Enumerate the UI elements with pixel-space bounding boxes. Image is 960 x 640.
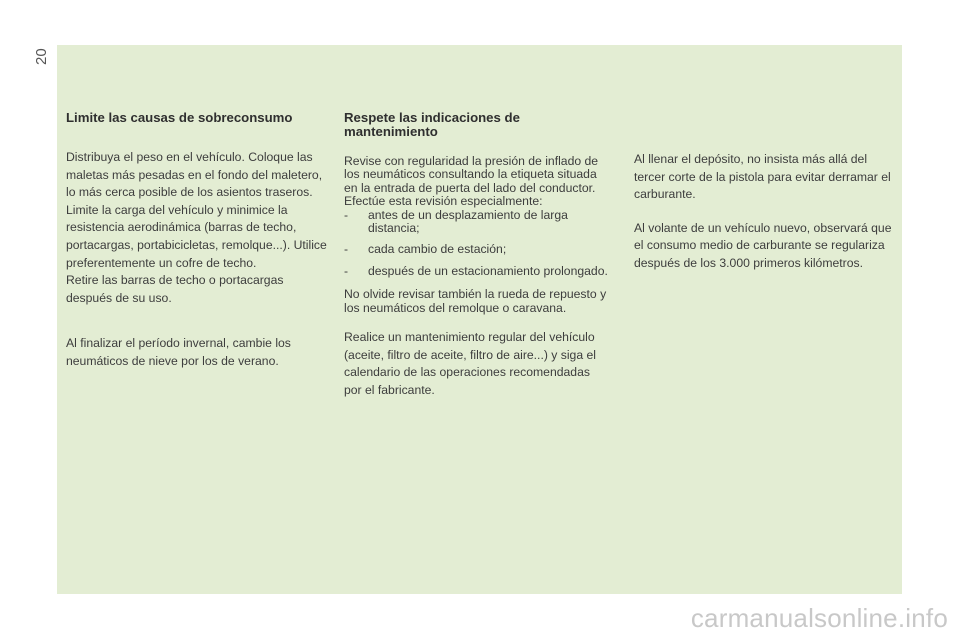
col2-paragraph-3: No olvide revisar también la rueda de repuesto y los neumáticos del remolque o caravana. [344, 287, 607, 315]
bullet-dash: - [344, 263, 349, 278]
list-item [344, 209, 610, 236]
list-item [344, 265, 610, 278]
col3-paragraph-1: Al llenar el depósito, no insista más allá del tercer corte de la pistola para evitar derramar el carburante. [634, 152, 891, 202]
bullet-dash: - [344, 242, 349, 257]
column-1 [66, 111, 328, 371]
col1-paragraph-1: Distribuya el peso en el vehículo. Coloque las maletas más pesadas en el fondo del maletero, lo más cerca posible de los asientos traseros. [66, 150, 323, 200]
list-item-text: antes de un desplazamiento de larga distancia; [368, 207, 568, 236]
col2-paragraph-1: Revise con regularidad la presión de inflado de los neumáticos consultando la etiqueta situada en la entrada de puerta del lado del conductor. [344, 154, 599, 195]
col2-paragraph-2: Efectúe esta revisión especialmente: [344, 194, 543, 209]
heading-maintenance: Respete las indicaciones de mantenimiento [344, 110, 520, 139]
column-2 [344, 111, 610, 399]
page-number: 20 [33, 48, 50, 65]
bullet-dash: - [344, 207, 349, 222]
heading-overconsumption: Limite las causas de sobreconsumo [66, 110, 293, 125]
col2-paragraph-4: Realice un mantenimiento regular del vehículo (aceite, filtro de aceite, filtro de aire...) y siga el calendario de las operaciones recomendadas por el fabricante. [344, 330, 596, 397]
list-item-text: después de un estacionamiento prolongado. [368, 263, 608, 278]
col1-paragraph-4: Al finalizar el período invernal, cambie los neumáticos de nieve por los de verano. [66, 336, 291, 368]
col1-paragraph-3: Retire las barras de techo o portacargas después de su uso. [66, 273, 284, 305]
list-item [344, 243, 610, 256]
column-3 [634, 151, 896, 273]
list-item-text: cada cambio de estación; [368, 242, 507, 257]
watermark: carmanualsonline.info [690, 603, 948, 633]
col1-paragraph-2: Limite la carga del vehículo y minimice la resistencia aerodinámica (barras de techo, portacargas, portabicicletas, remolque...). Utilice preferentemente un cofre de techo. [66, 202, 327, 270]
col3-paragraph-2: Al volante de un vehículo nuevo, observará que el consumo medio de carburante se regulariza después de los 3.000 primeros kilómetros. [634, 220, 892, 270]
